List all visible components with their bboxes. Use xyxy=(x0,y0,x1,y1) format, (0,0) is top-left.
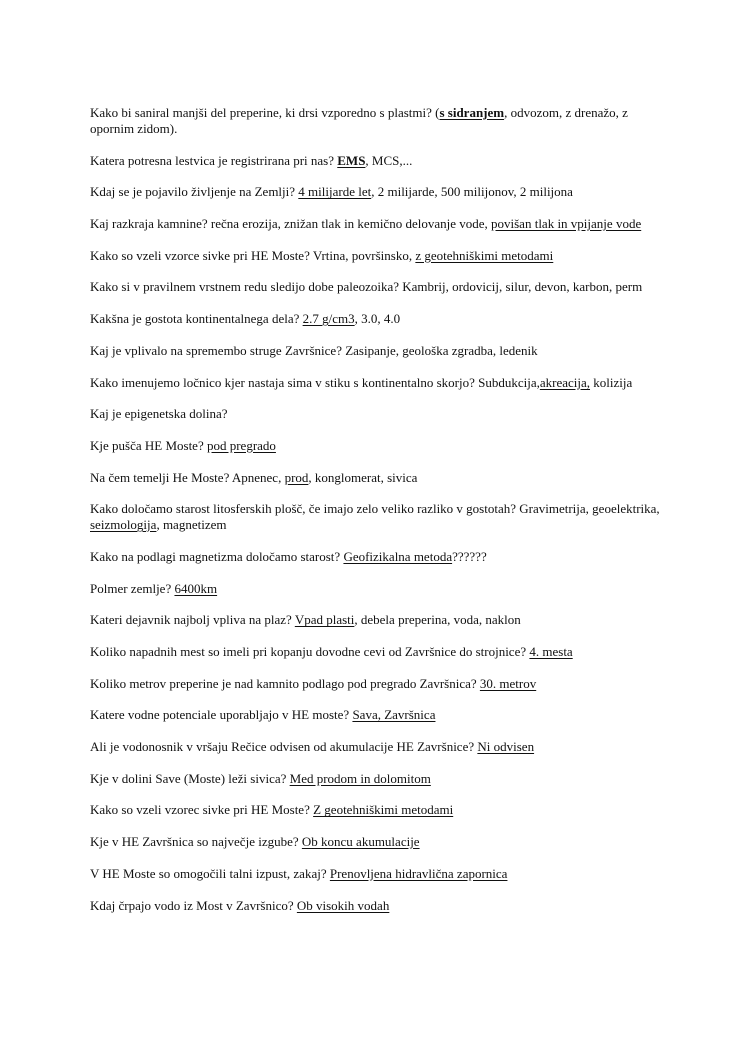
text-segment: Kdaj se je pojavilo življenje na Zemlji? xyxy=(90,184,299,200)
answer-highlight: 30. metrov xyxy=(479,675,537,691)
answer-highlight: Vpad plasti xyxy=(294,612,355,628)
text-segment: Ali je vodonosnik v vršaju Rečice odvisen od akumulacije HE Završnice? xyxy=(90,739,478,755)
question-paragraph xyxy=(90,676,662,692)
text-segment: V HE Moste so omogočili talni izpust, zakaj? xyxy=(90,865,330,881)
answer-highlight: pod pregrado xyxy=(206,437,276,453)
question-paragraph xyxy=(90,279,662,295)
text-segment: Kakšna je gostota kontinentalnega dela? xyxy=(90,311,303,327)
answer-highlight: 4. mesta xyxy=(529,644,573,659)
answer-highlight: prod xyxy=(284,469,309,485)
answer-highlight: z geotehniškimi metodami xyxy=(415,247,554,263)
text-segment: Koliko metrov preperine je nad kamnito podlago pod pregrado Završnica? xyxy=(90,675,480,691)
text-segment: Kateri dejavnik najbolj vpliva na plaz? xyxy=(90,612,295,628)
text-segment: Kje pušča HE Moste? xyxy=(90,437,207,453)
answer-highlight: 6400km xyxy=(174,580,218,596)
text-segment: Kako določamo starost litosferskih plošč, če imajo zelo veliko razliko v gostotah? Gravimetrija, geoelektrika, xyxy=(90,501,660,517)
question-paragraph xyxy=(90,375,662,391)
question-paragraph xyxy=(90,406,662,422)
text-segment: Kako imenujemo ločnico kjer nastaja sima v stiku s kontinentalno skorjo? Subdukcija, xyxy=(90,374,540,390)
question-paragraph xyxy=(90,898,662,914)
text-segment: Katere vodne potenciale uporabljajo v HE moste? xyxy=(90,707,353,723)
answer-highlight: 4 milijarde let xyxy=(298,184,372,200)
text-segment: Kako bi saniral manjši del preperine, ki drsi vzporedno s plastmi? ( xyxy=(90,105,440,120)
question-paragraph xyxy=(90,184,662,200)
question-paragraph xyxy=(90,802,662,818)
question-paragraph xyxy=(90,343,662,359)
text-segment: , odvozom, z drenažo, z opornim zidom). xyxy=(90,105,628,136)
text-segment: Kako so vzeli vzorce sivke pri HE Moste? Vrtina, površinsko, xyxy=(90,247,416,263)
answer-highlight: 2.7 g/cm3 xyxy=(302,311,355,327)
question-paragraph xyxy=(90,311,662,327)
answer-highlight: Med prodom in dolomitom xyxy=(289,770,431,786)
text-segment: ?????? xyxy=(452,548,487,564)
text-segment: Kje v HE Završnica so največje izgube? xyxy=(90,834,302,850)
question-paragraph xyxy=(90,105,662,137)
answer-highlight: EMS xyxy=(337,152,366,168)
answer-highlight: Sava, Završnica xyxy=(352,707,436,723)
answer-highlight: Ob koncu akumulacije xyxy=(301,834,420,850)
text-segment: Polmer zemlje? xyxy=(90,580,175,596)
text-segment: Kako na podlagi magnetizma določamo starost? xyxy=(90,548,344,564)
text-segment: , 2 milijarde, 500 milijonov, 2 milijona xyxy=(371,184,573,200)
question-paragraph xyxy=(90,470,662,486)
answer-highlight: s sidranjem xyxy=(439,105,505,120)
text-segment: , debela preperina, voda, naklon xyxy=(354,612,521,628)
answer-highlight: Prenovljena hidravlična zapornica xyxy=(329,865,508,881)
answer-highlight: seizmologija xyxy=(90,517,157,533)
text-segment: Kaj je vplivalo na spremembo struge Završnice? Zasipanje, geološka zgradba, ledenik xyxy=(90,342,538,358)
text-segment: Katera potresna lestvica je registrirana pri nas? xyxy=(90,152,338,168)
question-paragraph xyxy=(90,707,662,723)
question-paragraph xyxy=(90,248,662,264)
question-paragraph xyxy=(90,834,662,850)
question-paragraph xyxy=(90,216,662,232)
text-segment: Koliko napadnih mest so imeli pri kopanju dovodne cevi od Završnice do strojnice? xyxy=(90,644,530,659)
answer-highlight: akreacija, xyxy=(539,374,591,390)
text-segment: Kdaj črpajo vodo iz Most v Završnico? xyxy=(90,897,297,913)
text-segment: , magnetizem xyxy=(156,517,227,533)
text-segment: Na čem temelji He Moste? Apnenec, xyxy=(90,469,285,485)
answer-highlight: Z geotehniškimi metodami xyxy=(313,802,454,818)
question-paragraph xyxy=(90,549,662,565)
text-segment: , konglomerat, sivica xyxy=(308,469,418,485)
question-paragraph xyxy=(90,644,662,660)
question-paragraph xyxy=(90,771,662,787)
text-segment: Kje v dolini Save (Moste) leži sivica? xyxy=(90,770,290,786)
answer-highlight: Geofizikalna metoda xyxy=(343,548,453,564)
answer-highlight: povišan tlak in vpijanje vode xyxy=(491,216,642,232)
question-paragraph xyxy=(90,739,662,755)
answer-highlight: Ob visokih vodah xyxy=(296,897,390,913)
text-segment: Kaj razkraja kamnine? rečna erozija, znižan tlak in kemično delovanje vode, xyxy=(90,216,492,232)
question-paragraph xyxy=(90,581,662,597)
text-segment: Kaj je epigenetska dolina? xyxy=(90,406,228,422)
text-segment: , MCS,... xyxy=(365,152,413,168)
question-paragraph xyxy=(90,501,662,533)
text-segment: , 3.0, 4.0 xyxy=(354,311,401,327)
answer-highlight: Ni odvisen xyxy=(477,739,535,755)
text-segment: kolizija xyxy=(590,374,633,390)
question-paragraph xyxy=(90,438,662,454)
question-paragraph xyxy=(90,866,662,882)
text-segment: Kako so vzeli vzorec sivke pri HE Moste? xyxy=(90,802,314,818)
question-paragraph xyxy=(90,153,662,169)
document-body xyxy=(90,105,662,929)
question-paragraph xyxy=(90,612,662,628)
text-segment: Kako si v pravilnem vrstnem redu sledijo dobe paleozoika? Kambrij, ordovicij, silur, devon, karbon, perm xyxy=(90,279,643,295)
